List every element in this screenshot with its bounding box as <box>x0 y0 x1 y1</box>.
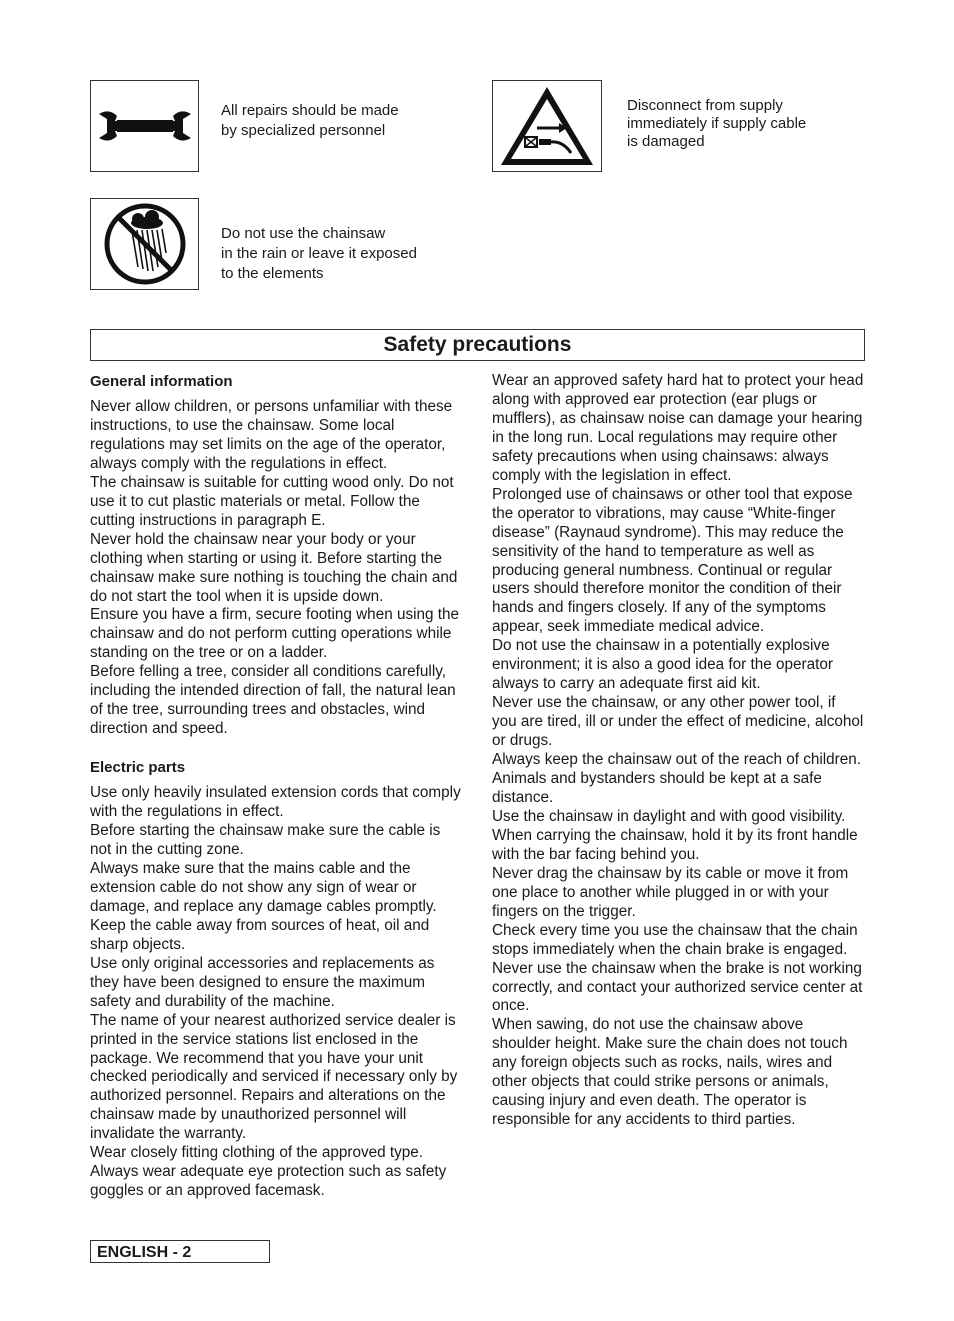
paragraph: The chainsaw is suitable for cutting wood only. Do not use it to cut plastic materials or metal. Follow the cutting instructions in paragraph E. <box>90 473 454 529</box>
paragraph: Do not use the chainsaw in a potentially explosive environment; it is also a good idea for the operator always to carry an adequate first aid kit. <box>492 637 833 693</box>
no-rain-caption: Do not use the chainsaw in the rain or leave it exposed to the elements <box>221 225 417 282</box>
paragraph: Always make sure that the mains cable and the extension cable do not show any sign of wear or damage, and replace any damage cables promptly. Keep the cable away from sources of heat, oil and sharp objects. <box>90 859 437 953</box>
paragraph: Before starting the chainsaw make sure the cable is not in the cutting zone. <box>90 822 441 859</box>
page-footer: ENGLISH - 2 <box>90 1240 270 1263</box>
paragraph: Wear closely fitting clothing of the approved type. Always wear adequate eye protection such as safety goggles or an approved facemask. <box>90 1144 447 1200</box>
paragraph: Never hold the chainsaw near your body or your clothing when starting or using it. Before starting the chainsaw make sure nothing is touching the chain and do not start the tool when it is upside down. <box>90 530 458 605</box>
paragraph: Never use the chainsaw when the brake is not working correctly, and contact your authorized service center at once. <box>492 959 863 1015</box>
wrench-symbol-caption: All repairs should be made by specialized personnel <box>221 102 399 139</box>
paragraph: Never drag the chainsaw by its cable or move it from one place to another while plugged in or with your fingers on the trigger. <box>492 864 849 920</box>
paragraph: Use only original accessories and replacements as they have been designed to ensure the maximum safety and durability of the machine. <box>90 954 435 1010</box>
paragraph: When carrying the chainsaw, hold it by its front handle with the bar facing behind you. <box>492 826 858 863</box>
wrench-icon <box>95 106 195 146</box>
paragraph: Never use the chainsaw, or any other power tool, if you are tired, ill or under the effect of medicine, alcohol or drugs. <box>492 694 864 750</box>
spacer <box>90 739 462 758</box>
paragraph: Before felling a tree, consider all conditions carefully, including the intended direction of fall, the natural lean of the tree, surrounding trees and obstacles, wind direction and speed. <box>90 663 456 738</box>
section-title: Safety precautions <box>90 329 865 361</box>
left-column <box>90 372 462 1201</box>
paragraph: Use only heavily insulated extension cords that comply with the regulations in effect. <box>90 784 461 821</box>
paragraph: When sawing, do not use the chainsaw above shoulder height. Make sure the chain does not touch any foreign objects such as rocks, nails, wires and other objects that could strike persons or animals, causing injury and even death. The operator is responsible for any accidents to third parties. <box>492 1016 848 1129</box>
paragraph: Prolonged use of chainsaws or other tool that expose the operator to vibrations, may cause “White-finger disease” (Raynaud syndrome). This may reduce the sensitivity of the hand to temperature as well as producing general numbness. Continual or regular users should therefore monitor the condition of their hands and fingers closely. If any of the symptoms appear, seek immediate medical advice. <box>492 485 853 636</box>
cable-warning-caption: Disconnect from supply immediately if supply cable is damaged <box>627 97 807 150</box>
paragraph: Check every time you use the chainsaw that the chain stops immediately when the chain brake is engaged. <box>492 921 858 958</box>
paragraph: Always keep the chainsaw out of the reach of children. Animals and bystanders should be kept at a safe distance. <box>492 751 862 806</box>
paragraph: Wear an approved safety hard hat to protect your head along with approved ear protection (ear plugs or mufflers), as chainsaw noise can damage your hearing in the long run. Local regulations may require other safety precautions when using chainsaws: always comply with the legislation in effect. <box>492 372 864 484</box>
no-rain-icon <box>102 201 188 287</box>
cable-warning-icon <box>499 85 595 167</box>
right-column <box>492 372 864 1130</box>
paragraph: Use the chainsaw in daylight and with good visibility. <box>492 807 846 825</box>
no-rain-symbol-box <box>90 198 199 290</box>
paragraph: Ensure you have a firm, secure footing when using the chainsaw and do not perform cutting operations while standing on the tree or on a ladder. <box>90 606 460 662</box>
cable-warning-symbol-box <box>492 80 602 172</box>
paragraph: The name of your nearest authorized service dealer is printed in the service stations list enclosed in the package. We recommend that you have your unit checked periodically and serviced if necessary only by authorized personnel. Repairs and alterations on the chainsaw made by unauthorized personnel will invalidate the warranty. <box>90 1011 458 1143</box>
general-information-heading: General information <box>90 373 233 390</box>
wrench-symbol-box <box>90 80 199 172</box>
electric-parts-heading: Electric parts <box>90 759 186 777</box>
paragraph: Never allow children, or persons unfamiliar with these instructions, to use the chainsaw. Some local regulations may set limits on the age of the operator, always comply with the regulations in effect. <box>90 398 453 472</box>
